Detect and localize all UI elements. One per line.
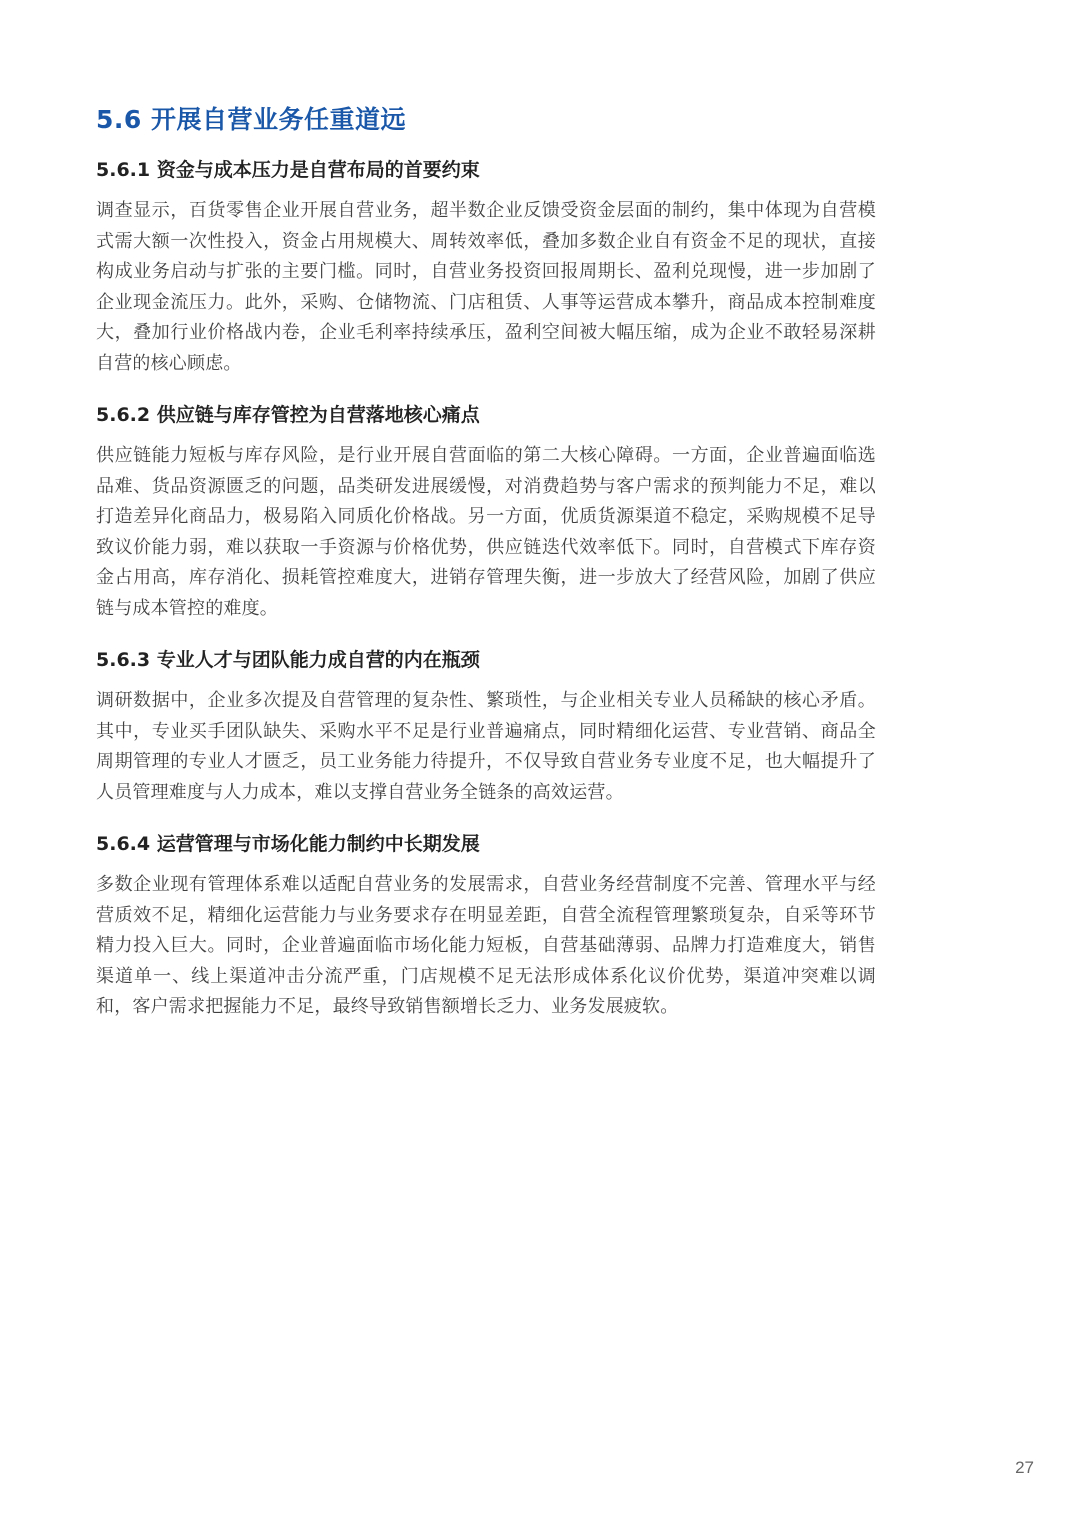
page-number: 27 [1015,1458,1034,1477]
paragraph: 调查显示，百货零售企业开展自营业务，超半数企业反馈受资金层面的制约，集中体现为自营模式需大额一次性投入，资金占用规模大、周转效率低，叠加多数企业自有资金不足的现状，直接构成业务启动与扩张的主要门槛。同时，自营业务投资回报周期长、盈利兑现慢，进一步加剧了企业现金流压力。此外，采购、仓储物流、门店租赁、人事等运营成本攀升，商品成本控制难度大，叠加行业价格战内卷，企业毛利率持续承压，盈利空间被大幅压缩，成为企业不敢轻易深耕自营的核心顾虑。 [96,200,876,374]
subsection-title: 5.6.3 专业人才与团队能力成自营的内在瓶颈 [96,649,480,671]
paragraph: 供应链能力短板与库存风险，是行业开展自营面临的第二大核心障碍。一方面，企业普遍面临选品难、货品资源匮乏的问题，品类研发进展缓慢，对消费趋势与客户需求的预判能力不足，难以打造差异化商品力，极易陷入同质化价格战。另一方面，优质货源渠道不稳定，采购规模不足导致议价能力弱，难以获取一手资源与价格优势，供应链迭代效率低下。同时，自营模式下库存资金占用高，库存消化、损耗管控难度大，进销存管理失衡，进一步放大了经营风险，加剧了供应链与成本管控的难度。 [96,445,876,619]
section-title: 5.6 开展自营业务任重道远 [96,105,406,134]
subsection-5-6-2 [96,401,876,624]
subsection-title: 5.6.2 供应链与库存管控为自营落地核心痛点 [96,404,480,426]
subsection-title: 5.6.1 资金与成本压力是自营布局的首要约束 [96,159,480,181]
subsection-5-6-4 [96,830,876,1023]
content-area [96,100,876,1045]
subsection-5-6-3 [96,646,876,808]
subsection-5-6-1 [96,156,876,379]
paragraph: 多数企业现有管理体系难以适配自营业务的发展需求，自营业务经营制度不完善、管理水平与经营质效不足，精细化运营能力与业务要求存在明显差距，自营全流程管理繁琐复杂，自采等环节精力投入巨大。同时，企业普遍面临市场化能力短板，自营基础薄弱、品牌力打造难度大，销售渠道单一、线上渠道冲击分流严重，门店规模不足无法形成体系化议价优势，渠道冲突难以调和，客户需求把握能力不足，最终导致销售额增长乏力、业务发展疲软。 [96,874,876,1017]
paragraph: 调研数据中，企业多次提及自营管理的复杂性、繁琐性，与企业相关专业人员稀缺的核心矛盾。其中，专业买手团队缺失、采购水平不足是行业普遍痛点，同时精细化运营、专业营销、商品全周期管理的专业人才匮乏，员工业务能力待提升，不仅导致自营业务专业度不足，也大幅提升了人员管理难度与人力成本，难以支撑自营业务全链条的高效运营。 [96,690,876,803]
subsection-title: 5.6.4 运营管理与市场化能力制约中长期发展 [96,833,480,855]
